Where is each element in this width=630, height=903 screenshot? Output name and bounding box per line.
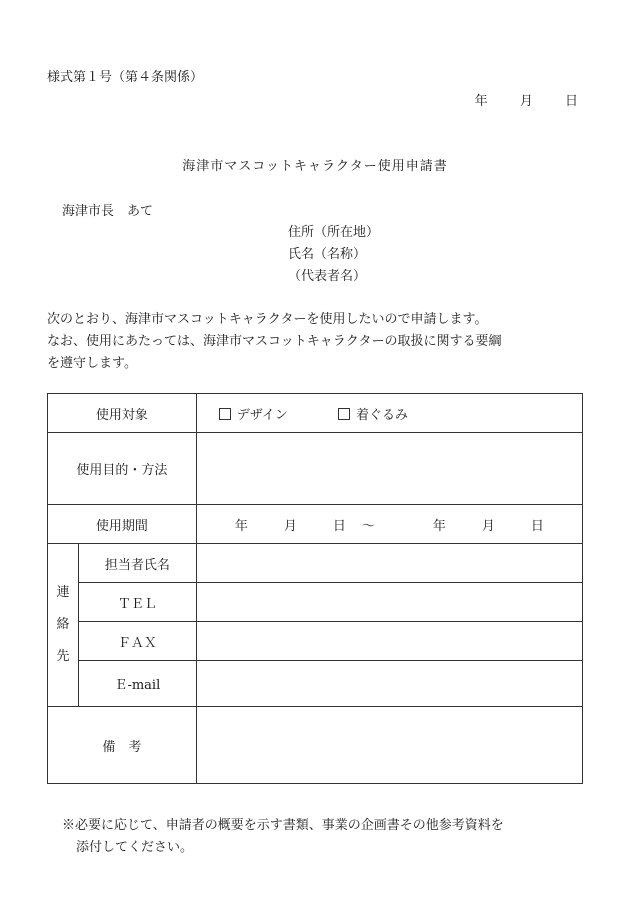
purpose-field[interactable] (196, 433, 582, 505)
period-tilde: ～ (361, 518, 375, 534)
usage-target-label: 使用対象 (48, 394, 197, 433)
tel-field[interactable] (196, 583, 582, 622)
period-label: 使用期間 (48, 505, 197, 544)
date-year: 年 (474, 94, 488, 109)
remarks-field[interactable] (196, 707, 582, 784)
row-fax (48, 622, 583, 661)
period-start-month: 月 (283, 518, 297, 534)
date-day: 日 (564, 94, 578, 109)
form-number: 様式第１号（第４条関係） (47, 70, 204, 85)
row-person (48, 544, 583, 583)
row-remarks (48, 707, 583, 784)
design-option-label: デザイン (236, 407, 288, 423)
body-line-2: なお、使用にあたっては、海津市マスコットキャラクターの取扱に関する要綱 (47, 334, 502, 349)
period-end-day: 日 (530, 518, 544, 534)
period-field[interactable] (196, 505, 582, 544)
note-line-1: ※必要に応じて、申請者の概要を示す書類、事業の企画書その他参考資料を (62, 818, 504, 833)
email-field[interactable] (196, 661, 582, 707)
date-line (447, 90, 578, 109)
body-line-1: 次のとおり、海津市マスコットキャラクターを使用したいので申請します。 (47, 312, 488, 327)
period-start-year: 年 (234, 518, 248, 534)
note-line-2: 添付してください。 (76, 840, 194, 855)
row-email (48, 661, 583, 707)
row-usage-target (48, 394, 583, 433)
purpose-label: 使用目的・方法 (48, 433, 197, 505)
email-label: Ｅ-mail (78, 661, 196, 707)
row-tel (48, 583, 583, 622)
contact-group-label: 連 絡 先 (48, 544, 79, 707)
application-table (47, 393, 583, 784)
address-label: 住所（所在地） (288, 225, 380, 240)
person-label: 担当者氏名 (78, 544, 196, 583)
date-month: 月 (519, 94, 533, 109)
tel-label: ＴＥＬ (78, 583, 196, 622)
fax-label: ＦＡＸ (78, 622, 196, 661)
costume-option-label: 着ぐるみ (355, 407, 408, 423)
name-label: 氏名（名称） (288, 247, 367, 262)
period-end-month: 月 (481, 518, 495, 534)
body-line-3: を遵守します。 (47, 356, 137, 371)
document-title: 海津市マスコットキャラクター使用申請書 (182, 159, 448, 174)
usage-target-options (196, 394, 582, 433)
design-checkbox[interactable] (219, 408, 231, 420)
fax-field[interactable] (196, 622, 582, 661)
period-start-day: 日 (332, 518, 346, 534)
representative-label: （代表者名） (288, 269, 367, 284)
person-field[interactable] (196, 544, 582, 583)
costume-checkbox[interactable] (338, 408, 350, 420)
remarks-label: 備 考 (48, 707, 197, 784)
row-period (48, 505, 583, 544)
row-purpose (48, 433, 583, 505)
addressee: 海津市長 あて (62, 204, 154, 219)
period-end-year: 年 (432, 518, 446, 534)
